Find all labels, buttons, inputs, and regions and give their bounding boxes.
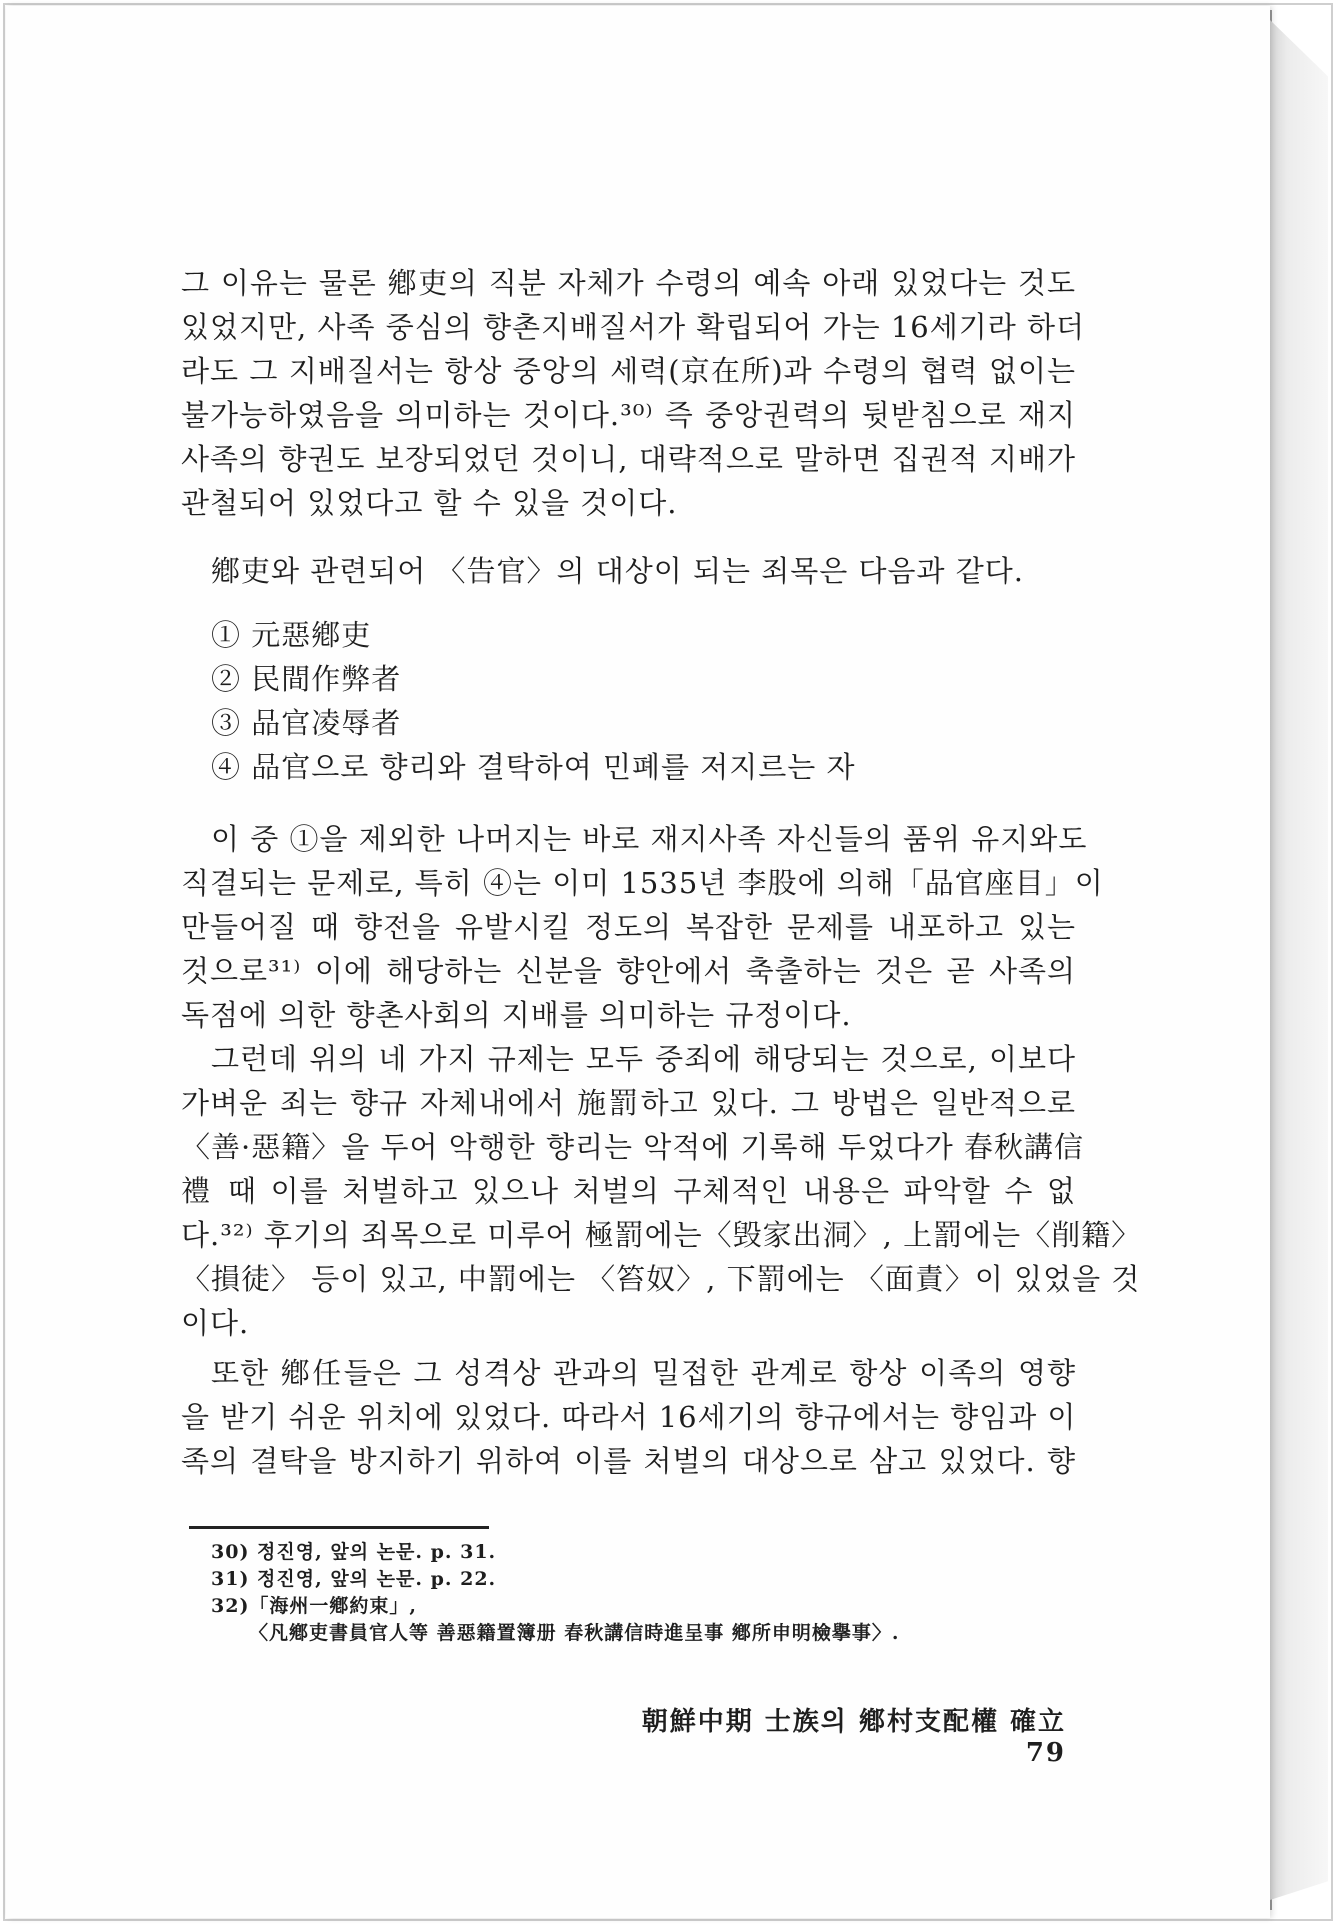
running-footer	[626, 1701, 1066, 1768]
footnote: 31) 정진영, 앞의 논문. p. 22.	[211, 1568, 497, 1590]
text-line: 〈損徒〉 등이 있고, 中罰에는 〈笞奴〉, 下罰에는 〈面責〉이 있었을 것	[181, 1262, 1141, 1296]
text-line: 가벼운 죄는 향규 자체내에서 施罰하고 있다. 그 방법은 일반적으로	[181, 1086, 1076, 1120]
text-line: 그 이유는 물론 鄕吏의 직분 자체가 수령의 예속 아래 있었다는 것도	[181, 266, 1076, 300]
footnotes	[189, 1526, 1069, 1647]
text-line: 불가능하였음을 의미하는 것이다.³⁰⁾ 즉 중앙권력의 뒷받침으로 재지	[181, 398, 1076, 432]
footnote-continuation: 〈凡鄕吏書員官人等 善惡籍置簿册 春秋講信時進呈事 鄕所申明檢擧事〉.	[249, 1622, 900, 1644]
list-item: ① 元惡鄕吏	[211, 618, 372, 652]
list-item: ② 民間作弊者	[211, 662, 402, 696]
text-line: 또한 鄕任들은 그 성격상 관과의 밀접한 관계로 항상 이족의 영향	[211, 1356, 1076, 1390]
text-line: 다.³²⁾ 후기의 죄목으로 미루어 極罰에는〈毁家出洞〉, 上罰에는〈削籍〉	[181, 1218, 1142, 1252]
book-page	[6, 6, 1270, 1918]
text-line: 이다.	[181, 1306, 250, 1340]
text-line: 을 받기 쉬운 위치에 있었다. 따라서 16세기의 향규에서는 향임과 이	[181, 1400, 1077, 1434]
text-line: 이 중 ①을 제외한 나머지는 바로 재지사족 자신들의 품위 유지와도	[211, 822, 1088, 856]
text-line: 관철되어 있었다고 할 수 있을 것이다.	[181, 486, 678, 520]
text-line: 것으로³¹⁾ 이에 해당하는 신분을 향안에서 축출하는 것은 곧 사족의	[181, 954, 1076, 988]
text-line: 독점에 의한 향촌사회의 지배를 의미하는 규정이다.	[181, 998, 852, 1032]
running-title: 朝鮮中期 士族의 鄕村支配權 確立	[641, 1707, 1066, 1737]
footnote: 32)「海州一鄕約束」,	[211, 1595, 418, 1617]
text-line: 禮 때 이를 처벌하고 있으나 처벌의 구체적인 내용은 파악할 수 없	[181, 1174, 1076, 1208]
list-item: ③ 品官凌辱者	[211, 706, 402, 740]
text-line: 〈善·惡籍〉을 두어 악행한 향리는 악적에 기록해 두었다가 春秋講信	[181, 1130, 1085, 1164]
paragraph-4	[181, 1351, 1076, 1483]
text-line: 직결되는 문제로, 특히 ④는 이미 1535년 李股에 의해「品官座目」이	[181, 866, 1104, 900]
text-line: 족의 결탁을 방지하기 위하여 이를 처벌의 대상으로 삼고 있었다. 향	[181, 1444, 1076, 1478]
page-number: 79	[1025, 1738, 1066, 1768]
text-line: 라도 그 지배질서는 항상 중앙의 세력(京在所)과 수령의 협력 없이는	[181, 354, 1076, 388]
list-item: ④ 品官으로 향리와 결탁하여 민폐를 저지르는 자	[211, 750, 856, 784]
body-text	[181, 261, 1142, 1483]
text-line: 있었지만, 사족 중심의 향촌지배질서가 확립되어 가는 16세기라 하더	[181, 310, 1086, 344]
page-stack-edge	[1270, 20, 1328, 1900]
paragraph-1	[181, 261, 1086, 525]
text-line: 사족의 향권도 보장되었던 것이니, 대략적으로 말하면 집권적 지배가	[181, 442, 1076, 476]
footnote: 30) 정진영, 앞의 논문. p. 31.	[211, 1541, 497, 1563]
footnote-rule	[189, 1526, 489, 1529]
text-line: 그런데 위의 네 가지 규제는 모두 중죄에 해당되는 것으로, 이보다	[211, 1042, 1076, 1076]
paragraph-2	[181, 817, 1104, 1037]
offense-list	[181, 613, 1076, 789]
text-line: 만들어질 때 향전을 유발시킬 정도의 복잡한 문제를 내포하고 있는	[181, 910, 1076, 944]
list-intro: 鄕吏와 관련되어 〈告官〉의 대상이 되는 죄목은 다음과 같다.	[211, 554, 1025, 588]
paragraph-3	[181, 1037, 1142, 1345]
